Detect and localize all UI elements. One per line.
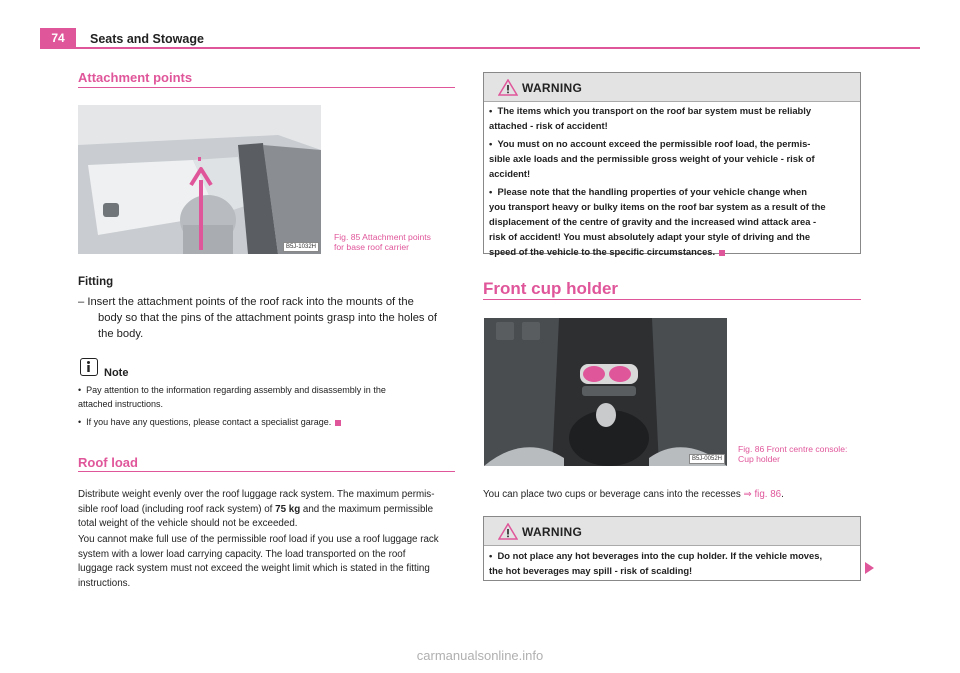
- warning-item-2: • You must on no account exceed the permissible roof load, the permis-: [489, 138, 811, 149]
- warning-item-1: • The items which you transport on the roof bar system must be reliably: [489, 105, 812, 116]
- warning-item-1-cont: the hot beverages may spill - risk of scalding!: [489, 565, 693, 576]
- warning-label: WARNING: [522, 81, 583, 95]
- fitting-step-line-2: body so that the pins of the attachment points grasp into the holes of: [98, 312, 437, 324]
- warning-item-3: • Please note that the handling properties of your vehicle change when: [489, 186, 807, 197]
- attachment-points-photo: [78, 105, 321, 254]
- warning-item-1-cont: attached - risk of accident!: [489, 120, 608, 131]
- page-number: 74: [40, 28, 76, 48]
- continue-arrow-icon: [865, 562, 874, 574]
- note-bullet-2: • If you have any questions, please contact a specialist garage.: [78, 416, 341, 430]
- end-mark: [719, 250, 725, 256]
- warning-triangle-icon: [498, 79, 518, 96]
- note-label: Note: [104, 367, 129, 379]
- warning-item-2-cont2: accident!: [489, 168, 531, 179]
- fig-85-caption: Fig. 85 Attachment points for base roof carrier: [334, 232, 431, 252]
- roof-load-paragraph-1: Distribute weight evenly over the roof luggage rack system. The maximum permis- sible roof load (including roof rack system) of 75 kg and the maximum permissible total weight of the vehicle should not be exceeded.: [78, 489, 435, 529]
- photo-code: B5J-1032H: [283, 242, 319, 252]
- attachment-points-heading: Attachment points: [78, 70, 193, 85]
- header-rule: [40, 47, 920, 49]
- warning-label: WARNING: [522, 525, 583, 539]
- fig-86-link[interactable]: ⇒ fig. 86: [743, 489, 782, 500]
- warning-item-1: • Do not place any hot beverages into the cup holder. If the vehicle moves,: [489, 550, 823, 561]
- centre-console-illustration: [484, 318, 727, 466]
- end-mark: [335, 420, 341, 426]
- warning-item-3-cont2: displacement of the centre of gravity and the increased wind attack area -: [489, 216, 817, 227]
- warning-header: [484, 73, 860, 102]
- warning-triangle-icon: [498, 523, 518, 540]
- roof-load-paragraph-2: You cannot make full use of the permissible roof load if you use a roof luggage rack system with a lower load carrying capacity. The load transported on the roof luggage rack system must not exceed the weight limit which is stated in the fitting instructions.: [78, 534, 439, 589]
- section-title: Seats and Stowage: [90, 32, 204, 46]
- cup-holder-photo: [484, 318, 727, 466]
- warning-box-roof-bar: [483, 72, 861, 257]
- cup-holder-heading-rule: [483, 299, 861, 300]
- watermark: carmanualsonline.info: [416, 648, 544, 663]
- warning-item-3-cont3: risk of accident! You must absolutely adapt your style of driving and the: [489, 231, 811, 242]
- note-bullet-1-cont: attached instructions.: [78, 399, 164, 409]
- warning-box-hot-beverages: [483, 516, 861, 581]
- car-door-frame-illustration: [78, 105, 321, 254]
- roof-load-heading-rule: [78, 471, 455, 472]
- roof-load-heading: Roof load: [78, 455, 138, 470]
- warning-item-2-cont: sible axle loads and the permissible gross weight of your vehicle - risk of: [489, 153, 815, 164]
- note-icon: [80, 358, 98, 376]
- photo-code: B5J-0052H: [689, 454, 725, 464]
- fitting-step-line-3: the body.: [98, 328, 144, 340]
- attachment-heading-rule: [78, 87, 455, 88]
- fig-86-caption: Fig. 86 Front centre console: Cup holder: [738, 444, 848, 464]
- warning-item-3-cont4: speed of the vehicle to the specific circumstances.: [489, 244, 725, 259]
- warning-header: [484, 517, 860, 546]
- cup-holder-paragraph: You can place two cups or beverage cans into the recesses ⇒ fig. 86.: [483, 489, 784, 500]
- note-bullet-1: • Pay attention to the information regarding assembly and disassembly in the: [78, 385, 386, 395]
- warning-item-3-cont: you transport heavy or bulky items on the roof bar system as a result of the: [489, 201, 826, 212]
- fitting-step-line-1: – Insert the attachment points of the roof rack into the mounts of the: [78, 296, 414, 308]
- fitting-heading: Fitting: [78, 276, 114, 288]
- info-icon: [81, 359, 96, 374]
- front-cup-holder-heading: Front cup holder: [483, 279, 619, 298]
